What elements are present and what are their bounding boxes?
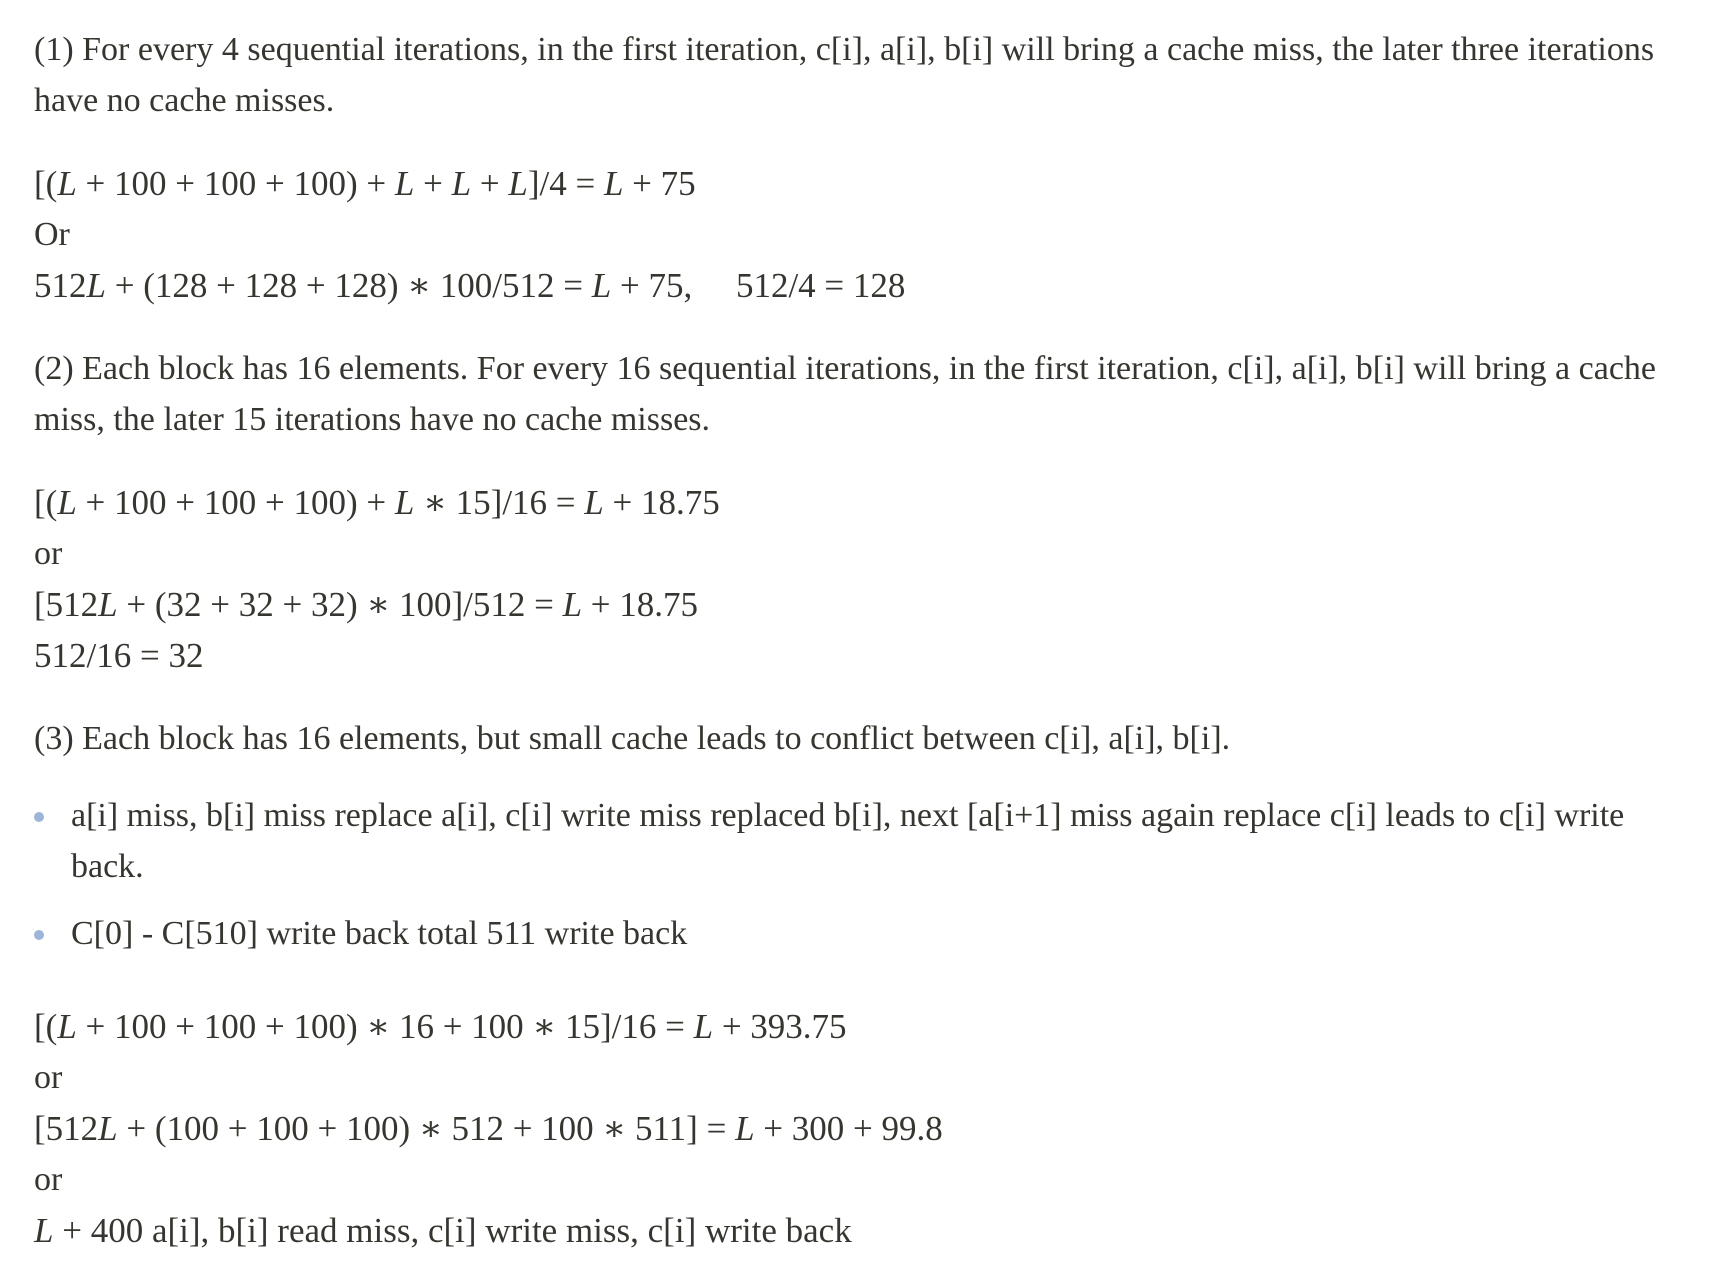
bullet-text: a[i] miss, b[i] miss replace a[i], c[i] write miss replaced b[i], next [a[i+1] miss again replace c[i] leads to c[i] write back.: [71, 797, 1625, 885]
bullet-dot-icon: [34, 930, 44, 940]
section-2-or: or: [34, 535, 63, 572]
document-body: [34, 24, 1700, 1256]
section-3-paragraph: (3) Each block has 16 elements, but small cache leads to conflict between c[i], a[i], b[i].: [34, 720, 1231, 757]
section-1-or: Or: [34, 216, 70, 253]
bullet-dot-icon: [34, 812, 44, 822]
section-3-or-1: or: [34, 1059, 63, 1096]
section-3-or-2: or: [34, 1161, 63, 1198]
section-3-bullet-list: [34, 790, 1700, 959]
section-3-equation-1: [(L + 100 + 100 + 100) ∗ 16 + 100 ∗ 15]/16 = L + 393.75: [34, 1007, 847, 1046]
section-3-equation-2: [512L + (100 + 100 + 100) ∗ 512 + 100 ∗ 511] = L + 300 + 99.8: [34, 1109, 943, 1148]
section-1-equation-1: [(L + 100 + 100 + 100) + L + L + L]/4 = L + 75: [34, 164, 696, 203]
list-item: [34, 790, 1700, 892]
section-2-equation-3: 512/16 = 32: [34, 636, 204, 675]
section-3-equation-3: L + 400 a[i], b[i] read miss, c[i] write miss, c[i] write back: [34, 1211, 852, 1250]
section-2-equation-2: [512L + (32 + 32 + 32) ∗ 100]/512 = L + 18.75: [34, 585, 699, 624]
bullet-text: C[0] - C[510] write back total 511 write back: [71, 915, 688, 952]
section-1-paragraph: (1) For every 4 sequential iterations, in the first iteration, c[i], a[i], b[i] will bring a cache miss, the later three iterations have no cache misses.: [34, 31, 1655, 119]
section-1-equation-2: 512L + (128 + 128 + 128) ∗ 100/512 = L + 75, 512/4 = 128: [34, 266, 906, 305]
section-2-equation-1: [(L + 100 + 100 + 100) + L ∗ 15]/16 = L + 18.75: [34, 483, 720, 522]
section-2-paragraph: (2) Each block has 16 elements. For every 16 sequential iterations, in the first iteration, c[i], a[i], b[i] will bring a cache miss, the later 15 iterations have no cache misses.: [34, 350, 1657, 438]
list-item: [34, 908, 1700, 959]
